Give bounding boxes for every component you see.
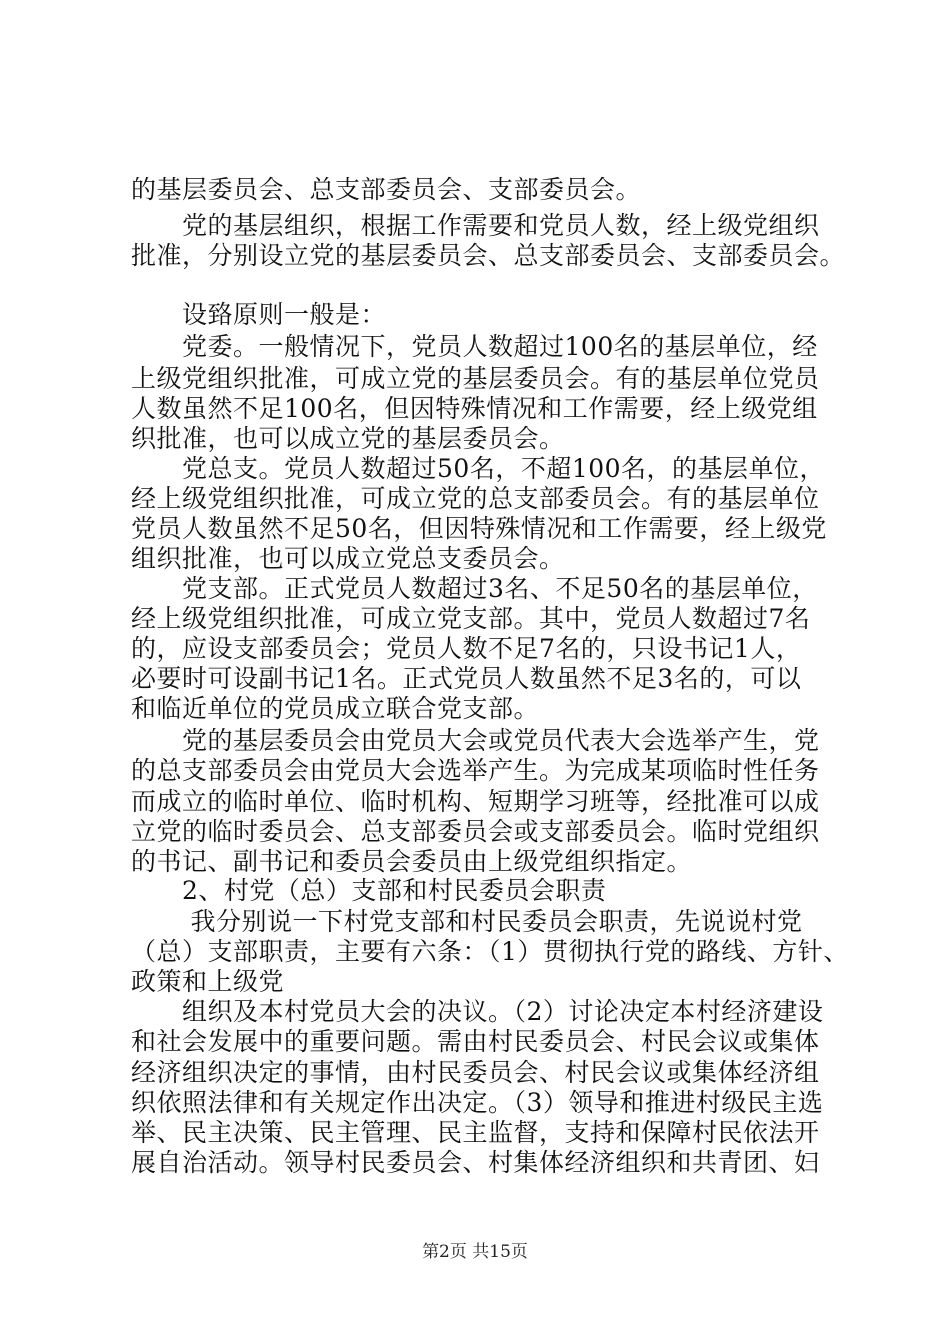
text-line: 党的基层组织，根据工作需要和党员人数，经上级党组织 bbox=[131, 211, 820, 240]
text-line: 党委。一般情况下，党员人数超过100名的基层单位，经 bbox=[131, 332, 818, 361]
text-line: 的书记、副书记和委员会委员由上级党组织指定。 bbox=[131, 847, 693, 876]
text-line: 党总支。党员人数超过50名，不超100名，的基层单位， bbox=[131, 454, 826, 483]
text-line: 必要时可设副书记1名。正式党员人数虽然不足3名的，可以 bbox=[131, 664, 802, 693]
text-line: 组织批准，也可以成立党总支委员会。 bbox=[131, 544, 565, 573]
text-line: 展自治活动。领导村民委员会、村集体经济组织和共青团、妇 bbox=[131, 1148, 820, 1177]
text-line: 经济组织决定的事情，由村民委员会、村民会议或集体经济组 bbox=[131, 1058, 820, 1087]
text-line: 设臵原则一般是： bbox=[131, 300, 387, 329]
text-line: 织批准，也可以成立党的基层委员会。 bbox=[131, 424, 565, 453]
section-heading: 2、村党（总）支部和村民委员会职责 bbox=[131, 876, 607, 905]
text-line: 的总支部委员会由党员大会选举产生。为完成某项临时性任务 bbox=[131, 756, 820, 785]
text-line: 举、民主决策、民主管理、民主监督，支持和保障村民依法开 bbox=[131, 1118, 820, 1147]
text-line: 和社会发展中的重要问题。需由村民委员会、村民会议或集体 bbox=[131, 1027, 820, 1056]
text-line: 人数虽然不足100名，但因特殊情况和工作需要，经上级党组 bbox=[131, 394, 818, 423]
page-number-footer: 第2页 共15页 bbox=[422, 1242, 528, 1262]
text-line: 经上级党组织批准，可成立党的总支部委员会。有的基层单位 bbox=[131, 484, 820, 513]
text-line: 我分别说一下村党支部和村民委员会职责，先说说村党 bbox=[131, 907, 803, 936]
text-line: 织依照法律和有关规定作出决定。（3）领导和推进村级民主选 bbox=[131, 1088, 824, 1117]
text-line: 而成立的临时单位、临时机构、短期学习班等，经批准可以成 bbox=[131, 787, 820, 816]
text-line: 的，应设支部委员会；党员人数不足7名的，只设书记1人， bbox=[131, 634, 802, 663]
text-line: 组织及本村党员大会的决议。（2）讨论决定本村经济建设 bbox=[131, 997, 824, 1026]
text-line: 党支部。正式党员人数超过3名、不足50名的基层单位， bbox=[131, 574, 818, 603]
text-line: （总）支部职责，主要有六条：（1）贯彻执行党的路线、方针、 bbox=[131, 937, 849, 966]
text-line: 经上级党组织批准，可成立党支部。其中，党员人数超过7名 bbox=[131, 604, 811, 633]
text-line: 党的基层委员会由党员大会或党员代表大会选举产生，党 bbox=[131, 726, 820, 755]
text-line: 批准，分别设立党的基层委员会、总支部委员会、支部委员会。 bbox=[131, 241, 846, 270]
text-line: 党员人数虽然不足50名，但因特殊情况和工作需要，经上级党 bbox=[131, 514, 827, 543]
text-line: 的基层委员会、总支部委员会、支部委员会。 bbox=[131, 175, 642, 204]
text-line: 政策和上级党 bbox=[131, 967, 285, 996]
text-line: 上级党组织批准，可成立党的基层委员会。有的基层单位党员 bbox=[131, 364, 820, 393]
text-line: 和临近单位的党员成立联合党支部。 bbox=[131, 694, 540, 723]
text-line: 立党的临时委员会、总支部委员会或支部委员会。临时党组织 bbox=[131, 817, 820, 846]
